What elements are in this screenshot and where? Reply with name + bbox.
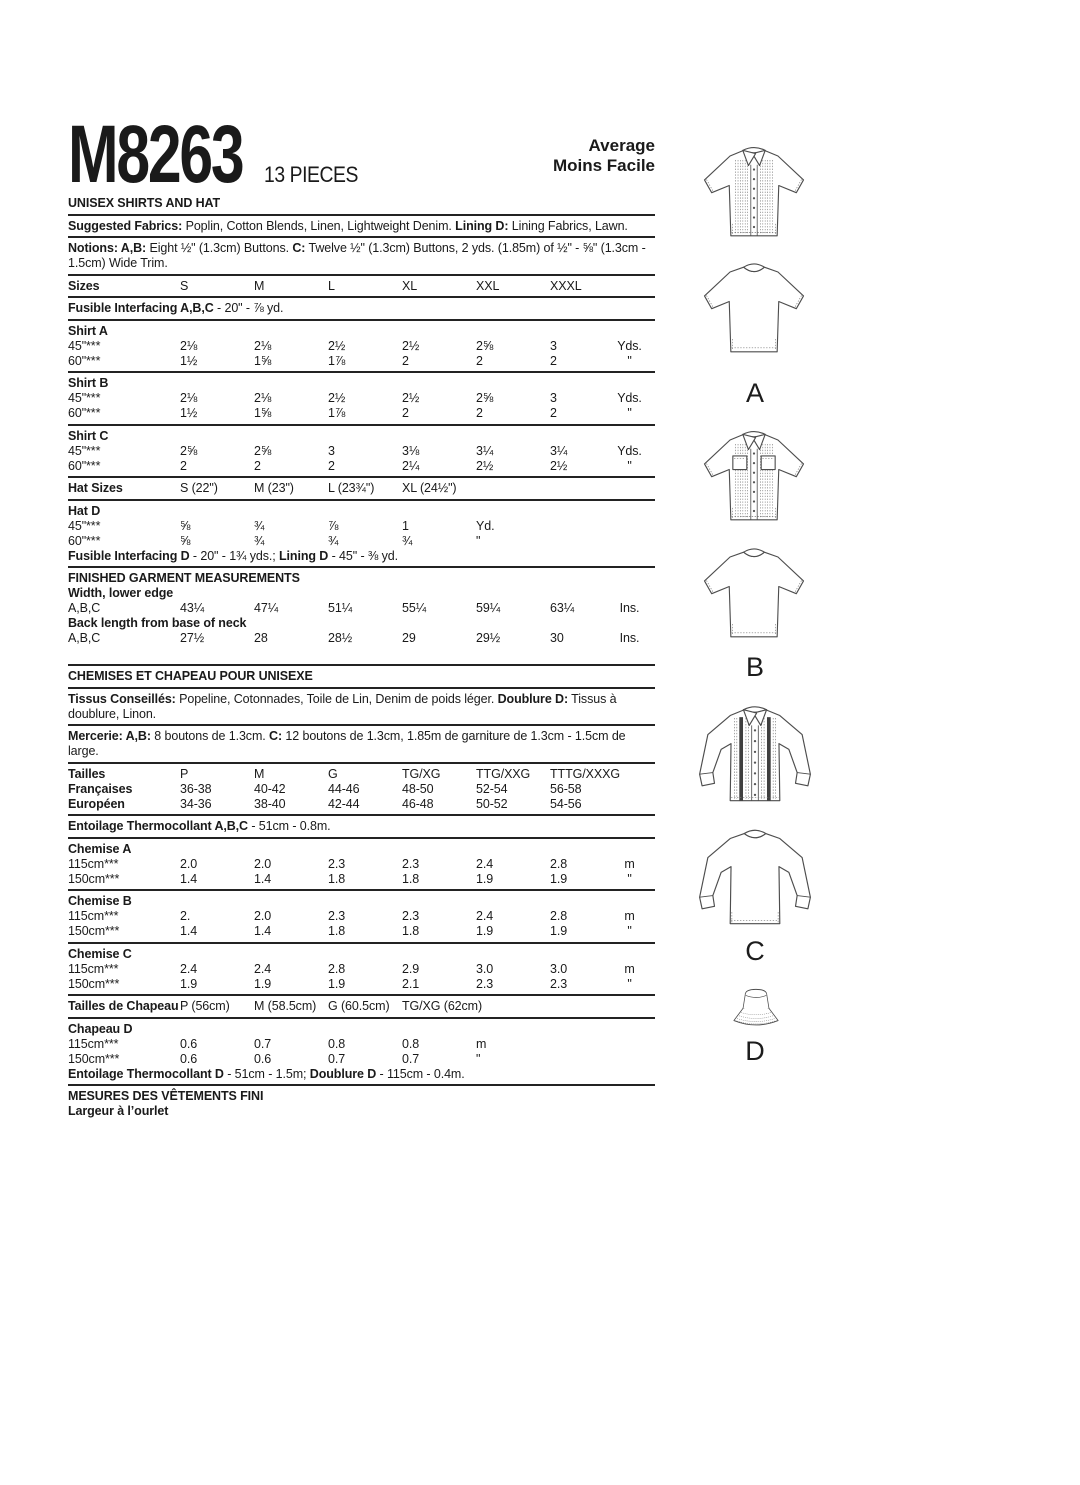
row-a-b-c: A,B,C 43¼ 47¼ 51¼ 55¼ 59¼ 63¼ Ins. (68, 601, 640, 615)
row-tailles: Tailles P M G TG/XG TTG/XXG TTTG/XXXG (68, 766, 620, 781)
row-rule (68, 476, 655, 478)
row-width-lower-edge: Width, lower edge (68, 586, 174, 600)
row-sizes: Sizes S M L XL XXL XXXL (68, 278, 582, 293)
row-note: Entoilage Thermocollant D - 51cm - 1.5m; Doublure D - 115cm - 0.4m. (68, 1066, 465, 1081)
row-mesures-des-v-tements-fini: MESURES DES VÊTEMENTS FINI (68, 1089, 264, 1103)
row-largeur-l-ourlet: Largeur à l’ourlet (68, 1104, 169, 1118)
shirt-b-back-illustration (698, 545, 810, 644)
shirt-c-front-illustration (693, 703, 817, 814)
row-rule (68, 724, 655, 726)
row-60-: 60"*** 1½ 1⅝ 1⅞ 2 2 2 " (68, 406, 632, 420)
row-rule (68, 236, 655, 238)
difficulty-rating (553, 136, 655, 176)
row-rule (68, 499, 655, 501)
row-rule (68, 889, 655, 891)
row-rule (68, 1017, 655, 1019)
row-115cm-: 115cm*** 2. 2.0 2.3 2.3 2.4 2.8 m (68, 909, 635, 923)
row-150cm-: 150cm*** 0.6 0.6 0.7 0.7 " (68, 1051, 481, 1066)
row-note: Tissus Conseillés: Popeline, Cotonnades, Toile de Lin, Denim de poids léger. Doublure D: Tissus à doublure, Linon. (68, 691, 617, 721)
figure-label-d: D (745, 1036, 765, 1066)
row-hat-d: Hat D (68, 503, 101, 518)
row-note: Notions: A,B: Eight ½" (1.3cm) Buttons. C: Twelve ½" (1.3cm) Buttons, 2 yds. (1.85m) of ½" - ⅝" (1.3cm - 1.5cm) Wide Trim. (68, 241, 646, 270)
figure-label-b: B (745, 652, 764, 682)
row-60-: 60"*** ⅝ ¾ ¾ ¾ " (68, 533, 481, 548)
row-45-: 45"*** 2⅝ 2⅝ 3 3⅛ 3¼ 3¼ Yds. (68, 443, 642, 458)
english-yardage-table (68, 196, 655, 646)
row-45-: 45"*** 2⅛ 2⅛ 2½ 2½ 2⅝ 3 Yds. (68, 391, 642, 405)
hat-d-illustration (729, 986, 783, 1028)
row-rule (68, 566, 655, 568)
row-note: Fusible Interfacing A,B,C - 20" - ⅞ yd. (68, 301, 284, 315)
row-tailles-de-chapeau: Tailles de Chapeau P (56cm) M (58.5cm) G (60.5cm) TG/XG (62cm) (68, 999, 483, 1013)
row-rule (68, 762, 655, 764)
row-45-: 45"*** 2⅛ 2⅛ 2½ 2½ 2⅝ 3 Yds. (68, 338, 642, 353)
row-note: Suggested Fabrics: Poplin, Cotton Blends, Linen, Lightweight Denim. Lining D: Lining Fabrics, Lawn. (68, 218, 628, 233)
row-rule (68, 814, 655, 816)
row-150cm-: 150cm*** 1.4 1.4 1.8 1.8 1.9 1.9 " (68, 871, 632, 886)
row-note: Fusible Interfacing D - 20" - 1¾ yds.; Lining D - 45" - ⅜ yd. (68, 548, 398, 563)
row-150cm-: 150cm*** 1.9 1.9 1.9 2.1 2.3 2.3 " (68, 976, 632, 991)
row-150cm-: 150cm*** 1.4 1.4 1.8 1.8 1.9 1.9 " (68, 924, 632, 938)
row-60-: 60"*** 1½ 1⅝ 1⅞ 2 2 2 " (68, 353, 632, 368)
row-chemise-b: Chemise B (68, 894, 132, 908)
row-rule (68, 371, 655, 373)
row-60-: 60"*** 2 2 2 2¼ 2½ 2½ " (68, 458, 632, 473)
pieces-count: 13 PIECES (264, 162, 358, 187)
row-europ-en: Européen 34-36 38-40 42-44 46-48 50-52 54-56 (68, 796, 582, 811)
row-shirt-a: Shirt A (68, 323, 108, 338)
pattern-number: M8263 (68, 109, 243, 200)
row-chemise-c: Chemise C (68, 946, 132, 961)
row-note: Entoilage Thermocollant A,B,C - 51cm - 0.8m. (68, 819, 331, 833)
difficulty-french: Moins Facile (552, 156, 655, 175)
shirt-c-back-illustration (693, 826, 817, 937)
figure-label-a: A (745, 378, 764, 408)
row-rule (68, 424, 655, 426)
row-unisex-shirts-and-hat: UNISEX SHIRTS AND HAT (68, 196, 221, 210)
row-rule (68, 296, 655, 298)
difficulty-english: Average (588, 136, 655, 155)
shirt-b-front-illustration (698, 428, 810, 527)
shirt-a-front-illustration (698, 144, 810, 243)
row-rule (68, 994, 655, 996)
row-note: Mercerie: A,B: 8 boutons de 1.3cm. C: 12 boutons de 1.3cm, 1.85m de garniture de 1.3cm - 1.5cm de large. (68, 729, 626, 758)
row-115cm-: 115cm*** 2.4 2.4 2.8 2.9 3.0 3.0 m (68, 961, 635, 976)
row-115cm-: 115cm*** 2.0 2.0 2.3 2.3 2.4 2.8 m (68, 856, 635, 871)
row-finished-garment-measurements: FINISHED GARMENT MEASUREMENTS (68, 571, 300, 585)
shirt-a-back-illustration (698, 260, 810, 359)
row-rule (68, 942, 655, 944)
row-shirt-b: Shirt B (68, 376, 109, 390)
row-rule (68, 1084, 655, 1086)
row-rule (68, 664, 655, 666)
row-rule (68, 274, 655, 276)
row-chemise-a: Chemise A (68, 841, 132, 856)
figure-label-c: C (745, 936, 765, 966)
row-back-length-from-base-of-neck: Back length from base of neck (68, 616, 247, 630)
row-fran-aises: Françaises 36-38 40-42 44-46 48-50 52-54 56-58 (68, 781, 582, 796)
row-a-b-c: A,B,C 27½ 28 28½ 29 29½ 30 Ins. (68, 631, 640, 645)
row-shirt-c: Shirt C (68, 428, 109, 443)
row-rule (68, 837, 655, 839)
row-45-: 45"*** ⅝ ¾ ⅞ 1 Yd. (68, 518, 495, 533)
french-yardage-table (68, 664, 655, 1119)
row-chapeau-d: Chapeau D (68, 1021, 133, 1036)
row-chemises-et-chapeau-pour-unisexe: CHEMISES ET CHAPEAU POUR UNISEXE (68, 669, 313, 683)
row-rule (68, 687, 655, 689)
row-rule (68, 214, 655, 216)
header (68, 109, 655, 200)
text-column (68, 109, 655, 1119)
row-rule (68, 319, 655, 321)
garment-illustrations (680, 0, 850, 1485)
row-115cm-: 115cm*** 0.6 0.7 0.8 0.8 m (68, 1036, 487, 1051)
row-hat-sizes: Hat Sizes S (22") M (23") L (23¾") XL (24½") (68, 481, 457, 495)
